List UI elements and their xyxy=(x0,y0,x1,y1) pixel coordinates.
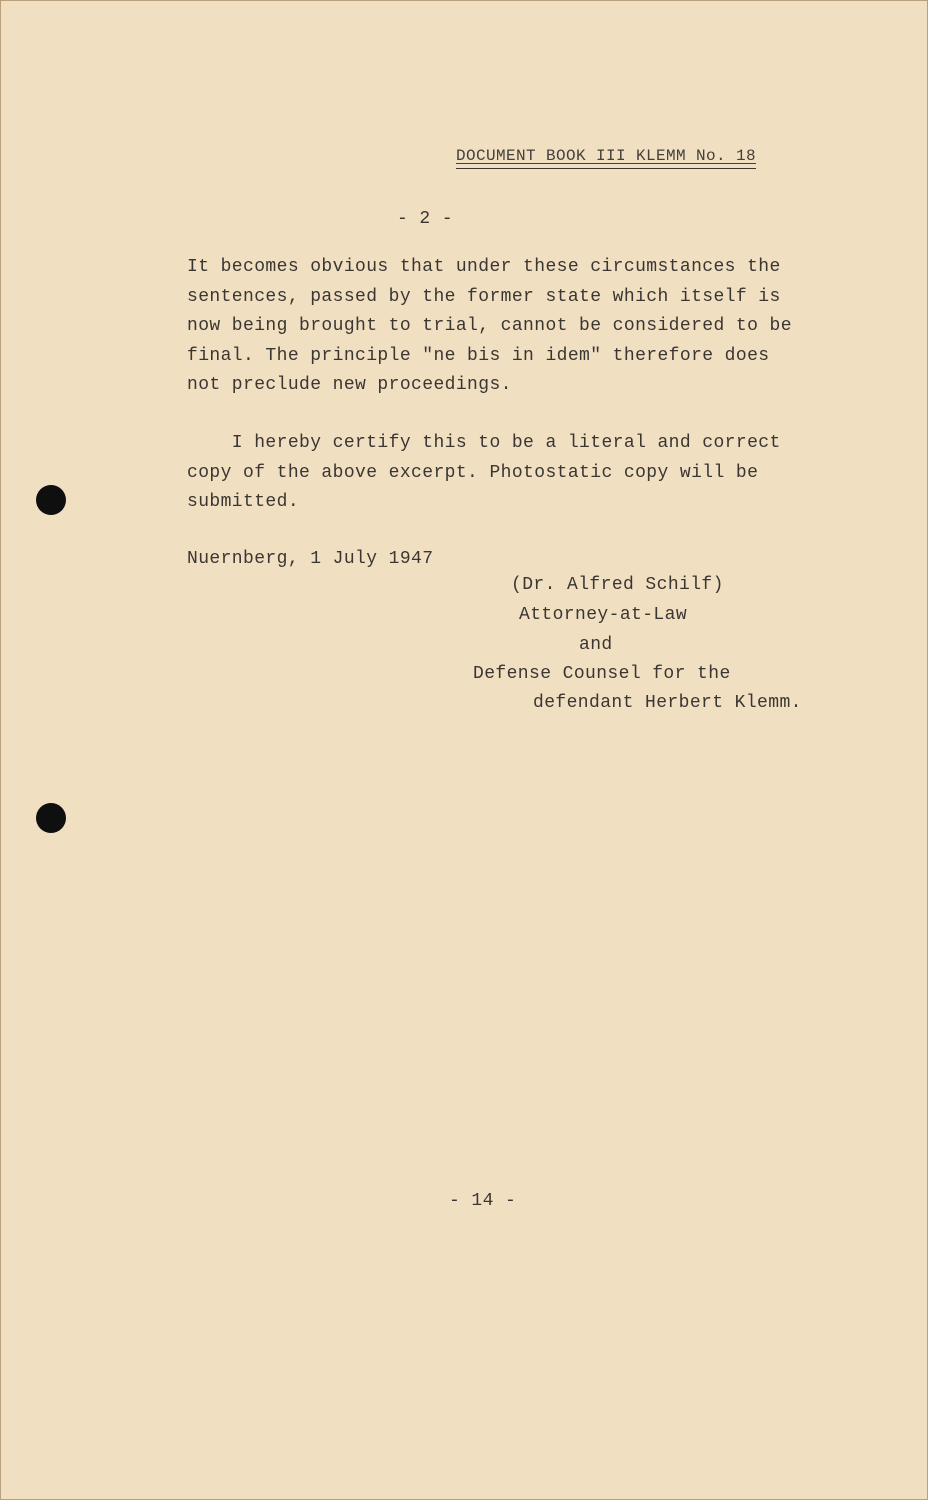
paragraph-line: copy of the above excerpt. Photostatic copy will be xyxy=(187,462,759,483)
page-number-top: - 2 - xyxy=(397,209,454,229)
page-number-bottom: - 14 - xyxy=(449,1191,517,1211)
paragraph-line: submitted. xyxy=(187,492,300,512)
signatory-title: Attorney-at-Law xyxy=(519,605,688,625)
signatory-name: (Dr. Alfred Schilf) xyxy=(511,575,724,595)
paragraph-ne-bis-in-idem xyxy=(187,253,847,401)
signatory-conjunction: and xyxy=(579,635,613,655)
paragraph-line: I hereby certify this to be a literal and correct xyxy=(187,433,781,453)
paragraph-line: now being brought to trial, cannot be considered to be xyxy=(187,316,792,336)
signatory-role-line-2: defendant Herbert Klemm. xyxy=(533,693,802,713)
document-reference-header: DOCUMENT BOOK III KLEMM No. 18 xyxy=(456,147,756,169)
paragraph-certification xyxy=(187,429,847,518)
paragraph-line: final. The principle "ne bis in idem" therefore does xyxy=(187,345,770,366)
punch-hole xyxy=(36,485,66,515)
signatory-role-line-1: Defense Counsel for the xyxy=(473,664,731,684)
paragraph-line: sentences, passed by the former state which itself is xyxy=(187,286,781,307)
paragraph-line: It becomes obvious that under these circumstances the xyxy=(187,257,781,277)
punch-hole xyxy=(36,803,66,833)
place-and-date: Nuernberg, 1 July 1947 xyxy=(187,549,434,569)
paragraph-line: not preclude new proceedings. xyxy=(187,375,512,395)
